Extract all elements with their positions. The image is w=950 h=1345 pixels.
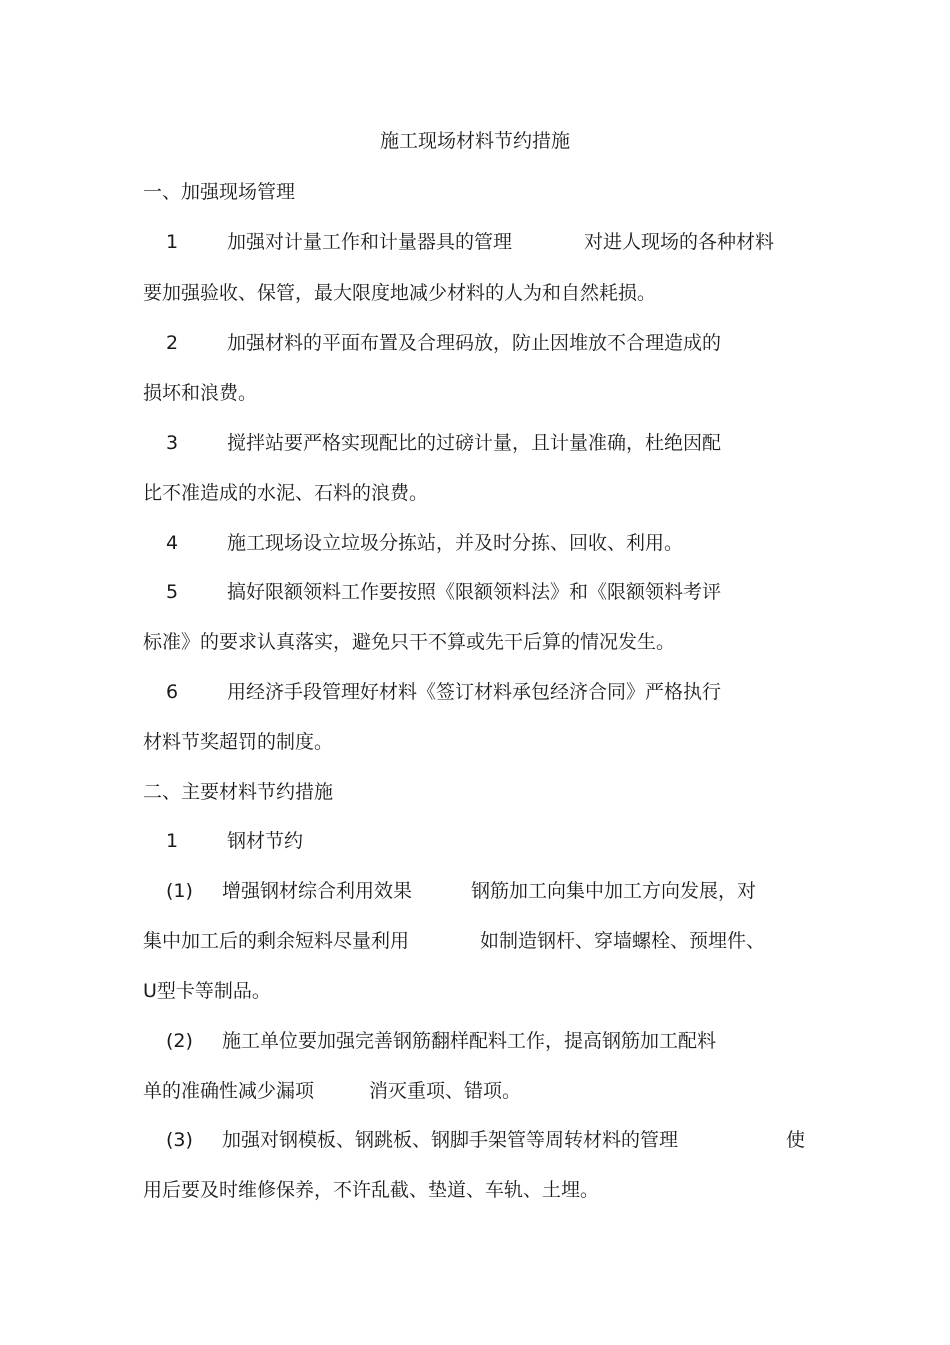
list-item-number: (3) (166, 1129, 193, 1151)
list-item-text: 用后要及时维修保养，不许乱截、垫道、车轨、土埋。 (143, 1179, 600, 1201)
list-item-text: 搞好限额领料工作要按照《限额领料法》和《限额领料考评 (227, 581, 722, 603)
page-title: 施工现场材料节约措施 (379, 130, 570, 152)
list-item-text: 损坏和浪费。 (143, 382, 258, 404)
list-item-text: 如制造钢杆、穿墙螺栓、预埋件、 (480, 930, 766, 952)
list-item-text: 消灭重项、错项。 (369, 1080, 522, 1102)
list-item-text: 增强钢材综合利用效果 (222, 880, 413, 902)
list-item-text: 加强对钢模板、钢跳板、钢脚手架管等周转材料的管理 (222, 1129, 679, 1151)
section-heading: 一、加强现场管理 (143, 181, 296, 203)
list-item-text: 集中加工后的剩余短料尽量利用 (143, 930, 410, 952)
list-item-number: 6 (166, 681, 179, 703)
list-item-number: (2) (166, 1030, 193, 1052)
list-item-text: 单的准确性减少漏项 (143, 1080, 315, 1102)
list-item-text: 对进人现场的各种材料 (584, 231, 775, 253)
list-item-text: 搅拌站要严格实现配比的过磅计量，且计量准确，杜绝因配 (227, 432, 722, 454)
sub-heading-number: 1 (166, 830, 179, 852)
list-item-text: 用经济手段管理好材料《签订材料承包经济合同》严格执行 (227, 681, 722, 703)
list-item-text: 标准》的要求认真落实，避免只干不算或先干后算的情况发生。 (143, 631, 676, 653)
list-item-number: 4 (166, 532, 179, 554)
list-item-number: 3 (166, 432, 179, 454)
list-item-number: (1) (166, 880, 193, 902)
list-item-text: U型卡等制品。 (143, 980, 271, 1002)
list-item-text: 比不准造成的水泥、石料的浪费。 (143, 482, 429, 504)
sub-heading: 钢材节约 (227, 830, 304, 852)
list-item-number: 2 (166, 332, 179, 354)
list-item-text: 加强材料的平面布置及合理码放，防止因堆放不合理造成的 (227, 332, 722, 354)
list-item-text: 钢筋加工向集中加工方向发展，对 (471, 880, 757, 902)
list-item-text: 使 (786, 1129, 806, 1151)
list-item-text: 施工单位要加强完善钢筋翻样配料工作，提高钢筋加工配料 (222, 1030, 717, 1052)
list-item-text: 要加强验收、保管，最大限度地减少材料的人为和自然耗损。 (143, 282, 657, 304)
list-item-text: 加强对计量工作和计量器具的管理 (227, 231, 513, 253)
section-heading: 二、主要材料节约措施 (143, 781, 334, 803)
list-item-number: 5 (166, 581, 179, 603)
list-item-text: 材料节奖超罚的制度。 (143, 731, 334, 753)
list-item-text: 施工现场设立垃圾分拣站，并及时分拣、回收、利用。 (227, 532, 684, 554)
list-item-number: 1 (166, 231, 179, 253)
